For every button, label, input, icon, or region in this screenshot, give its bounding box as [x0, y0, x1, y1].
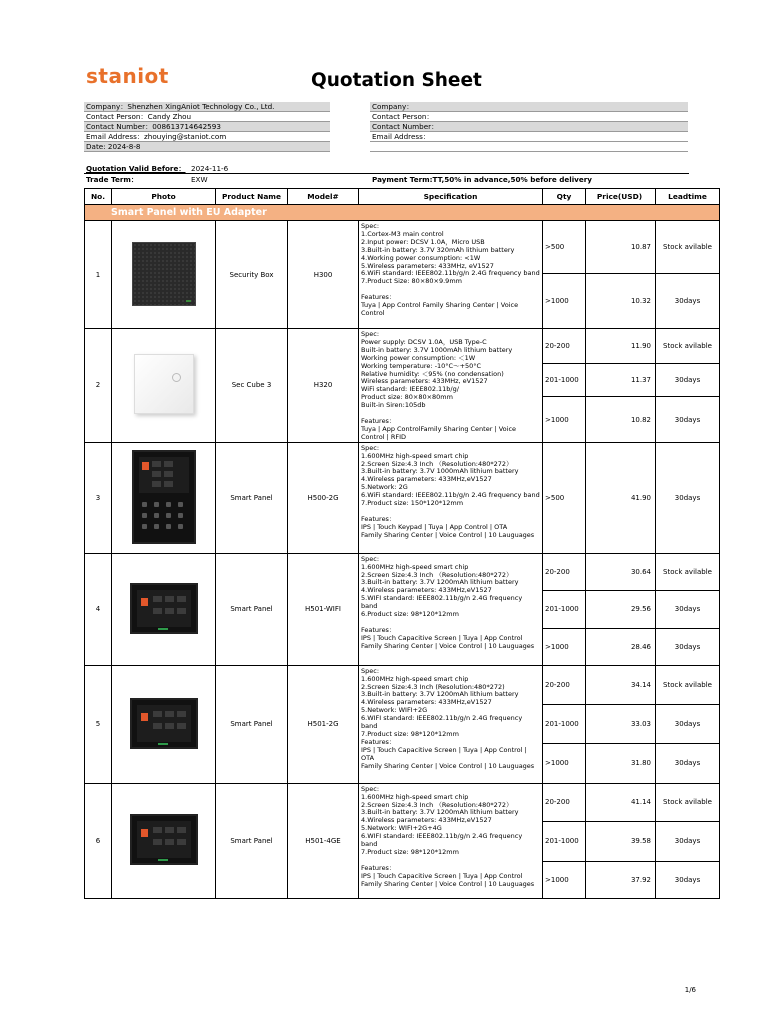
product-model: H500-2G: [288, 442, 359, 553]
product-spec: Spec: Power supply: DCSV 1.0A，USB Type-C Built-in battery: 3.7V 1000mAh lithium battery Working power consumption: ＜1W Working temperature: -10°C～+50°C Relative humidity: ＜95% (no condensation) Wireless parameters: 433MHz, eV1527 WiFi standard: IEEE802.11b/g/ Product size: 80×80×80mm Built-in Siren:105db Features： Tuya | App ControlFamily Sharing Center | Voice Control | RFID: [359, 329, 543, 443]
tier-leadtime: Stock avilable: [656, 329, 720, 364]
tier-price: 41.90: [586, 442, 656, 553]
product-spec: Spec: 1.600MHz high-speed smart chip 2.Screen Size:4.3 Inch （Resolution:480*272） 3.Built-in battery: 3.7V 1000mAh lithium battery 4.Wireless parameters: 433MHz,eV1527 5.Network: 2G 6.WiFi standard: IEEE802.11b/g/n 2.4G frequency band 7.Product size: 150*120*12mm Features： IPS | Touch Keypad | Tuya | App Control | OTA Family Sharing Center | Voice Control | 10 Lauguages: [359, 442, 543, 553]
product-no: 3: [85, 442, 112, 553]
product-name: Smart Panel: [216, 665, 288, 783]
customer-company: Company：: [370, 102, 688, 112]
tier-qty: 20-200: [543, 665, 586, 704]
security-box-icon: [132, 242, 196, 306]
product-name: Smart Panel: [216, 553, 288, 665]
product-photo: [112, 442, 216, 553]
tier-price: 10.87: [586, 221, 656, 274]
customer-blank-row: [370, 142, 688, 152]
tier-price: 41.14: [586, 783, 656, 821]
product-photo: [112, 665, 216, 783]
product-photo: [112, 553, 216, 665]
tier-qty: >500: [543, 221, 586, 274]
section-title: Smart Panel with EU Adapter: [85, 205, 720, 221]
sec-cube-icon: [134, 354, 194, 414]
product-model: H300: [288, 221, 359, 329]
tier-leadtime: 30days: [656, 590, 720, 628]
table-row: [85, 783, 720, 821]
product-spec: Spec: 1.Cortex-M3 main control 2.Input power: DCSV 1.0A，Micro USB 3.Built-in battery: 3.7V 320mAh lithium battery 4.Working power consumption: <1W 5.Wireless parameters: 433MHz, eV1527 6.WiFi standard: IEEE802.11b/g/n 2.4G frequency band 7.Product Size: 80×80×9.9mm Features： Tuya | App Control Family Sharing Center | Voice Control: [359, 221, 543, 329]
supplier-info: [84, 102, 330, 152]
trade-term-value: EXW: [191, 175, 208, 184]
product-spec: Spec: 1.600MHz high-speed smart chip 2.Screen Size:4.3 Inch （Resolution:480*272） 3.Built-in battery: 3.7V 1200mAh lithium battery 4.Wireless parameters: 433MHz,eV1527 5.Network: WIFI+2G+4G 6.WIFI standard: IEEE802.11b/g/n 2.4G frequency band 7.Product size: 98*120*12mm Features： IPS | Touch Capacitive Screen | Tuya | App Control Family Sharing Center | Voice Control | 10 Lauguages: [359, 783, 543, 898]
tier-price: 30.64: [586, 553, 656, 590]
tier-leadtime: Stock avilable: [656, 553, 720, 590]
table-row: [85, 221, 720, 274]
tier-qty: 20-200: [543, 329, 586, 364]
tier-qty: >1000: [543, 861, 586, 898]
product-photo: [112, 221, 216, 329]
product-model: H320: [288, 329, 359, 443]
tier-leadtime: 30days: [656, 821, 720, 861]
tier-leadtime: 30days: [656, 861, 720, 898]
tier-price: 11.90: [586, 329, 656, 364]
quotation-valid-label: Quotation Valid Before：: [86, 164, 186, 173]
product-model: H501-WIFI: [288, 553, 359, 665]
tier-price: 39.58: [586, 821, 656, 861]
tier-qty: >1000: [543, 628, 586, 665]
supplier-email: Email Address：zhouying@staniot.com: [84, 132, 330, 142]
section-row: [85, 205, 720, 221]
tier-price: 33.03: [586, 704, 656, 743]
payment-term: Payment Term:TT,50% in advance,50% before delivery: [372, 175, 592, 184]
supplier-contact-person: Contact Person：Candy Zhou: [84, 112, 330, 122]
product-model: H501-4GE: [288, 783, 359, 898]
tier-price: 37.92: [586, 861, 656, 898]
table-row: [85, 329, 720, 364]
customer-info: [370, 102, 688, 152]
tier-price: 34.14: [586, 665, 656, 704]
page-number: 1/6: [684, 986, 696, 994]
tier-price: 29.56: [586, 590, 656, 628]
tier-qty: 201-1000: [543, 364, 586, 397]
tier-qty: 20-200: [543, 553, 586, 590]
quotation-table: [84, 188, 720, 899]
header-model: Model#: [288, 189, 359, 205]
product-no: 1: [85, 221, 112, 329]
staniot-logo: staniot: [86, 64, 169, 88]
tier-qty: 201-1000: [543, 704, 586, 743]
tier-qty: >1000: [543, 274, 586, 329]
tier-qty: >1000: [543, 743, 586, 783]
tier-qty: 201-1000: [543, 821, 586, 861]
header-specification: Specification: [359, 189, 543, 205]
product-model: H501-2G: [288, 665, 359, 783]
quote-date: Date: 2024-8-8: [84, 142, 330, 152]
product-no: 5: [85, 665, 112, 783]
customer-email: Email Address：: [370, 132, 688, 142]
tier-leadtime: 30days: [656, 743, 720, 783]
tier-qty: 201-1000: [543, 590, 586, 628]
tier-leadtime: Stock avilable: [656, 783, 720, 821]
smart-panel-icon: [130, 814, 198, 865]
product-name: Smart Panel: [216, 783, 288, 898]
tier-leadtime: Stock avilable: [656, 221, 720, 274]
tier-leadtime: Stock avilable: [656, 665, 720, 704]
product-name: Smart Panel: [216, 442, 288, 553]
product-no: 2: [85, 329, 112, 443]
product-no: 4: [85, 553, 112, 665]
tier-qty: >500: [543, 442, 586, 553]
product-name: Sec Cube 3: [216, 329, 288, 443]
tier-leadtime: 30days: [656, 704, 720, 743]
tier-leadtime: 30days: [656, 274, 720, 329]
tier-leadtime: 30days: [656, 397, 720, 442]
tier-price: 10.82: [586, 397, 656, 442]
supplier-contact-number: Contact Number：008613714642593: [84, 122, 330, 132]
header-qty: Qty: [543, 189, 586, 205]
trade-term-label: Trade Term：: [86, 175, 139, 184]
product-photo: [112, 783, 216, 898]
tier-price: 31.80: [586, 743, 656, 783]
tier-leadtime: 30days: [656, 628, 720, 665]
quotation-valid-value: 2024-11-6: [191, 164, 229, 173]
table-row: [85, 665, 720, 704]
header-leadtime: Leadtime: [656, 189, 720, 205]
tier-leadtime: 30days: [656, 364, 720, 397]
product-no: 6: [85, 783, 112, 898]
supplier-company: Company：Shenzhen XingAniot Technology Co., Ltd.: [84, 102, 330, 112]
tier-leadtime: 30days: [656, 442, 720, 553]
product-spec: Spec: 1.600MHz high-speed smart chip 2.Screen Size:4.3 Inch （Resolution:480*272） 3.Built-in battery: 3.7V 1200mAh lithium battery 4.Wireless parameters: 433MHz,eV1527 5.WIFI standard: IEEE802.11b/g/n 2.4G frequency band 6.Product size: 98*120*12mm Features： IPS | Touch Capacitive Screen | Tuya | App Control Family Sharing Center | Voice Control | 10 Lauguages: [359, 553, 543, 665]
customer-contact-person: Contact Person：: [370, 112, 688, 122]
smart-panel-icon: [130, 698, 198, 749]
tier-qty: >1000: [543, 397, 586, 442]
smart-panel-icon: [130, 583, 198, 634]
header-price: Price(USD): [586, 189, 656, 205]
divider: [84, 173, 689, 174]
product-spec: Spec: 1.600MHz high-speed smart chip 2.Screen Size:4.3 Inch (Resolution:480*272) 3.Built-in battery: 3.7V 1200mAh lithium battery 4.Wireless parameters: 433MHz,eV1527 5.Network: WIFI+2G 6.WIFI standard: IEEE802.11b/g/n 2.4G frequency band 7.Product size: 98*120*12mm Features： IPS | Touch Capacitive Screen | Tuya | App Control | OTA Family Sharing Center | Voice Control | 10 Lauguages: [359, 665, 543, 783]
product-photo: [112, 329, 216, 443]
table-row: [85, 553, 720, 590]
header-no: No.: [85, 189, 112, 205]
tier-price: 10.32: [586, 274, 656, 329]
product-name: Security Box: [216, 221, 288, 329]
customer-contact-number: Contact Number：: [370, 122, 688, 132]
table-row: [85, 442, 720, 553]
tier-qty: 20-200: [543, 783, 586, 821]
page-title: Quotation Sheet: [311, 70, 482, 91]
tier-price: 11.37: [586, 364, 656, 397]
tier-price: 28.46: [586, 628, 656, 665]
table-header-row: [85, 189, 720, 205]
smart-panel-keypad-icon: [132, 450, 196, 544]
header-photo: Photo: [112, 189, 216, 205]
header-product-name: Product Name: [216, 189, 288, 205]
